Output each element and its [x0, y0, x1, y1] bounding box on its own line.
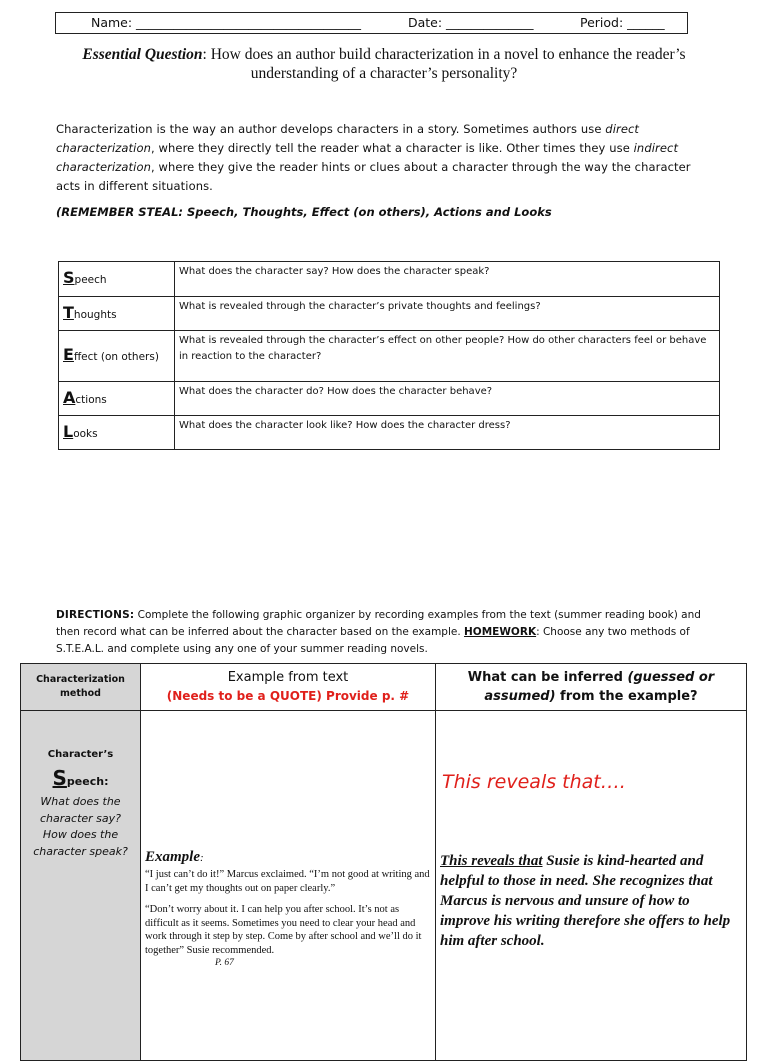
name-field-label: Name: ____________________________________ — [91, 15, 362, 30]
organizer-speech-row — [21, 711, 747, 1061]
period-field-label: Period: ______ — [580, 15, 665, 30]
intro-paragraph — [56, 120, 706, 196]
steal-row — [59, 382, 720, 416]
col-header-inference-em: (guessed or assumed) — [484, 670, 715, 704]
col-header-method: Characterization method — [21, 664, 141, 711]
inference-answer-rest: Susie is kind-hearted and helpful to those in need. She recognizes that Marcus is nervous and unsure of how to improve his writing therefore she offers to help him after school. — [440, 853, 731, 949]
example-title — [145, 849, 431, 866]
steal-method-rest: peech — [74, 274, 107, 286]
steal-row — [59, 262, 720, 297]
steal-question: What does the character look like? How does the character dress? — [175, 416, 720, 450]
steal-method — [59, 262, 175, 297]
inference-answer-lead: This reveals that — [440, 853, 543, 869]
steal-method-rest: ooks — [73, 427, 98, 440]
speech-letter: S — [52, 766, 67, 790]
steal-letter: T — [63, 302, 74, 322]
organizer-header-row — [21, 664, 747, 711]
example-quote-2: “Don’t worry about it. I can help you after school. It’s not as difficult as it seems. Sometimes you need to clear your head and work through it step by step. Come by after school and we’ll do it together” Susie recommended. — [145, 904, 422, 956]
col-header-example-sub: (Needs to be a QUOTE) Provide p. # — [166, 688, 410, 703]
example-page-number: P. 67 — [215, 958, 234, 968]
inference-prompt: This reveals that…. — [442, 771, 626, 793]
date-field-label: Date: ______________ — [408, 15, 534, 30]
essential-question — [50, 45, 718, 83]
intro-indirect-term: indirect characterization — [56, 141, 679, 174]
col-header-example — [141, 664, 436, 711]
steal-question: What is revealed through the character’s private thoughts and feelings? — [175, 297, 720, 331]
speech-cell-line1: Character’s — [47, 749, 114, 760]
speech-method-cell — [21, 711, 141, 1061]
steal-method — [59, 416, 175, 450]
directions — [56, 607, 716, 658]
steal-method — [59, 331, 175, 382]
intro-part1: Characterization is the way an author develops characters in a story. Sometimes authors use — [56, 122, 606, 136]
steal-letter: E — [63, 345, 74, 364]
directions-label: DIRECTIONS: — [56, 609, 135, 621]
steal-row — [59, 331, 720, 382]
steal-letter: L — [63, 421, 74, 441]
col-header-inference-pre: What can be inferred — [467, 670, 628, 685]
speech-cell-title — [22, 766, 139, 790]
essential-question-text: : How does an author build characterization in a novel to enhance the reader’s understanding of a character’s personality? — [202, 46, 686, 82]
speech-rest: peech: — [66, 775, 109, 788]
example-quote-1: “I just can’t do it!” Marcus exclaimed. “I’m not good at writing and I can’t get my thoughts out on paper clearly.” — [145, 869, 430, 894]
directions-text1: Complete the following graphic organizer by recording examples from the text (summer reading book) and then record what can be inferred about the character based on the example. — [56, 609, 701, 638]
steal-method-rest: ctions — [75, 393, 107, 406]
intro-part2: , where they directly tell the reader what a character is like. Other times they use — [150, 141, 634, 155]
inference-answer — [440, 851, 735, 951]
steal-method — [59, 297, 175, 331]
speech-cell-question: What does the character say? How does the character speak? — [33, 795, 128, 858]
example-content — [145, 849, 431, 969]
essential-question-label: Essential Question — [82, 46, 203, 63]
steal-letter: A — [63, 387, 76, 407]
steal-row — [59, 297, 720, 331]
directions-text2: : Choose any two methods of S.T.E.A.L. and complete using any one of your summer reading novels. — [56, 626, 690, 655]
graphic-organizer — [20, 663, 747, 1061]
steal-method — [59, 382, 175, 416]
steal-method-rest: houghts — [73, 308, 117, 321]
steal-row — [59, 416, 720, 450]
steal-question: What does the character say? How does the character speak? — [175, 262, 720, 297]
steal-method-rest: ffect (on others) — [73, 351, 159, 363]
steal-letter: S — [63, 268, 75, 287]
intro-direct-term: direct characterization — [56, 122, 640, 155]
inference-cell[interactable] — [436, 711, 747, 1061]
col-header-inference — [436, 664, 747, 711]
intro-part3: , where they give the reader hints or clues about a character through the way the character acts in different situations. — [56, 160, 691, 193]
steal-reminder: (REMEMBER STEAL: Speech, Thoughts, Effect (on others), Actions and Looks — [56, 205, 552, 219]
homework-label: HOMEWORK — [464, 626, 537, 638]
col-header-example-title: Example from text — [227, 669, 349, 685]
steal-question: What is revealed through the character’s effect on other people? How do other characters feel or behave in reaction to the character? — [175, 331, 720, 382]
steal-question: What does the character do? How does the character behave? — [175, 382, 720, 416]
example-cell[interactable] — [141, 711, 436, 1061]
col-header-inference-post: from the example? — [555, 689, 698, 704]
example-title-colon: : — [200, 852, 204, 864]
steal-table — [58, 261, 720, 450]
header-box — [55, 12, 688, 34]
example-title-text: Example — [145, 849, 200, 865]
